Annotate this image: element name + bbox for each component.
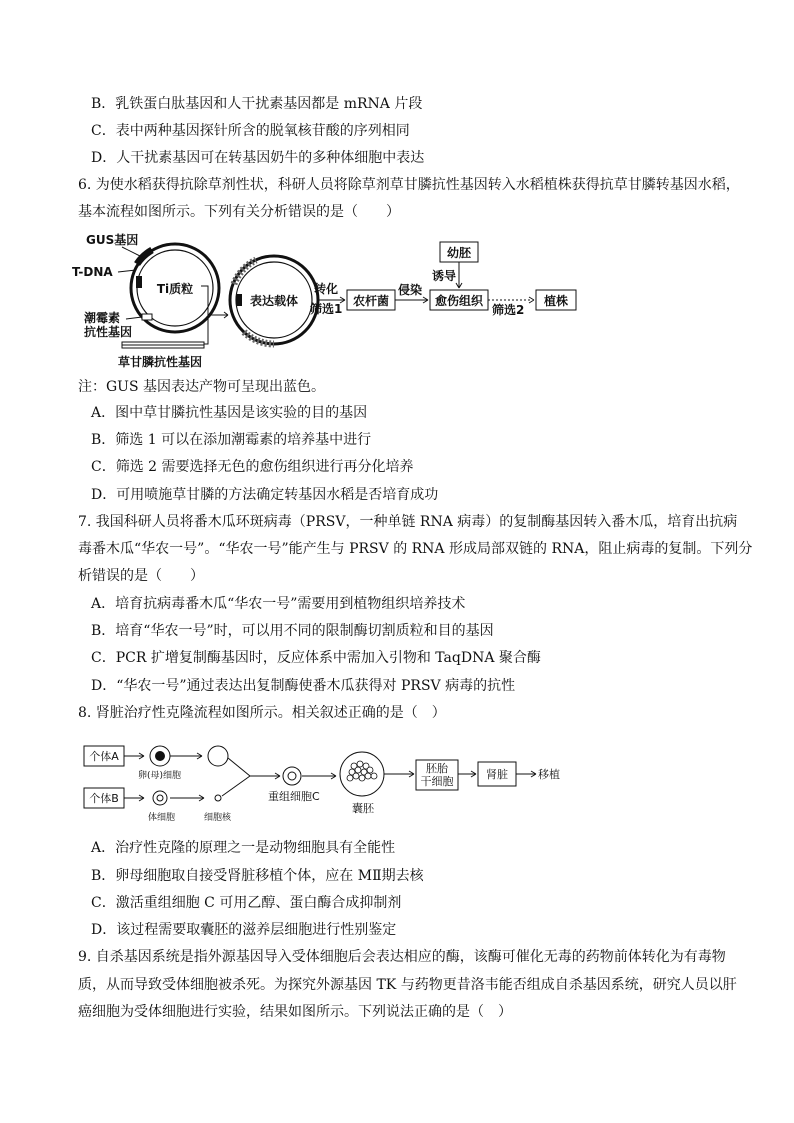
- q5-option-d: D．人干扰素基因可在转基因奶牛的多种体细胞中表达: [91, 150, 425, 166]
- q6-option-d: D．可用喷施草甘膦的方法确定转基因水稻是否培育成功: [91, 487, 439, 503]
- q9-line3: 癌细胞为受体细胞进行实验，结果如图所示。下列说法正确的是（ ）: [78, 1004, 512, 1020]
- tdna-segment: [137, 250, 152, 264]
- hyg-label-2: 抗性基因: [84, 325, 133, 339]
- agro-label: 农杆菌: [352, 294, 390, 308]
- egg-label: 卵(母)细胞: [138, 771, 182, 781]
- infect-label: 侵染: [398, 283, 423, 297]
- nucleus: [215, 795, 221, 801]
- q6-stem-line2: 基本流程如图所示。下列有关分析错误的是（ ）: [78, 204, 400, 220]
- q7-option-b: B．培育“华农一号”时，可以用不同的限制酶切割质粒和目的基因: [91, 623, 494, 639]
- nucleus-label: 细胞核: [204, 813, 232, 823]
- induce-label: 诱导: [432, 269, 457, 283]
- q9-line2: 质，从而导致受体细胞被杀死。为探究外源基因 TK 与药物更昔洛韦能否组成自杀基因系统，研究人员以肝: [78, 977, 737, 993]
- kidney-label: 肾脏: [486, 768, 508, 781]
- q5-option-c: C．表中两种基因探针所含的脱氧核苷酸的序列相同: [91, 123, 410, 139]
- q7-option-d: D．“华农一号”通过表达出复制酶使番木瓜获得对 PRSV 病毒的抗性: [91, 678, 516, 694]
- q8-option-b: B．卵母细胞取自接受肾脏移植个体，应在 MⅡ期去核: [91, 868, 424, 884]
- q8-option-a: A．治疗性克隆的原理之一是动物细胞具有全能性: [91, 840, 396, 856]
- q5-option-b: B．乳铁蛋白肽基因和人干扰素基因都是 mRNA 片段: [91, 96, 423, 112]
- indA-label: 个体A: [89, 750, 119, 763]
- soma-label: 体细胞: [148, 813, 176, 823]
- q8-option-c: C．激活重组细胞 C 可用乙醇、蛋白酶合成抑制剂: [91, 895, 402, 911]
- q8-option-d: D．该过程需要取囊胚的滋养层细胞进行性别鉴定: [91, 922, 397, 938]
- q6-option-b: B．筛选 1 可以在添加潮霉素的培养基中进行: [91, 432, 372, 448]
- enucleated-egg: [208, 746, 228, 766]
- indB-label: 个体B: [89, 792, 119, 805]
- q6-option-a: A．图中草甘膦抗性基因是该实验的目的基因: [91, 405, 368, 421]
- q6-note: 注：GUS 基因表达产物可呈现出蓝色。: [78, 379, 326, 395]
- tdna-label: T-DNA: [72, 265, 113, 279]
- q7-stem-line1: 7. 我国科研人员将番木瓜环斑病毒（PRSV，一种单链 RNA 病毒）的复制酶基因转入番木瓜，培育出抗病: [78, 514, 738, 530]
- vector-label: 表达载体: [249, 294, 299, 308]
- screen1-label: 筛选1: [310, 302, 343, 316]
- gus-label: GUS基因: [86, 233, 139, 247]
- plant-label: 植株: [543, 294, 569, 308]
- es-label-2: 干细胞: [420, 775, 454, 788]
- q9-line1: 9. 自杀基因系统是指外源基因导入受体细胞后会表达相应的酶，该酶可催化无毒的药物前体转化为有毒物: [78, 949, 726, 965]
- callus-label: 愈伤组织: [434, 294, 484, 308]
- embryo-label: 幼胚: [446, 246, 472, 260]
- screen2-label: 筛选2: [492, 303, 525, 317]
- q7-stem-line2: 毒番木瓜“华农一号”。“华农一号”能产生与 PRSV 的 RNA 形成局部双链的 RNA，阻止病毒的复制。下列分: [78, 541, 753, 557]
- recomb-label: 重组细胞C: [268, 790, 320, 803]
- q7-stem-line3: 析错误的是（ ）: [78, 568, 204, 584]
- q7-option-c: C．PCR 扩增复制酶基因时，反应体系中需加入引物和 TaqDNA 聚合酶: [91, 650, 541, 666]
- hyg-segment: [142, 314, 152, 320]
- q6-stem-line1: 6. 为使水稻获得抗除草剂性状，科研人员将除草剂草甘膦抗性基因转入水稻植株获得抗草甘膦转基因水稻，: [78, 177, 740, 193]
- q8-diagram: [78, 732, 598, 832]
- hyg-label-1: 潮霉素: [84, 311, 121, 325]
- q6-option-c: C．筛选 2 需要选择无色的愈伤组织进行再分化培养: [91, 459, 414, 475]
- blast-label: 囊胚: [352, 802, 374, 815]
- transplant-label: 移植: [538, 768, 560, 781]
- q7-option-a: A．培育抗病毒番木瓜“华农一号”需要用到植物组织培养技术: [91, 596, 466, 612]
- transform-label: 转化: [314, 282, 339, 296]
- ti-label: Ti质粒: [156, 282, 194, 296]
- q8-stem: 8. 肾脏治疗性克隆流程如图所示。相关叙述正确的是（ ）: [78, 705, 446, 721]
- glyph-label: 草甘膦抗性基因: [118, 355, 203, 369]
- q6-diagram: [60, 224, 590, 370]
- es-label-1: 胚胎: [426, 762, 448, 775]
